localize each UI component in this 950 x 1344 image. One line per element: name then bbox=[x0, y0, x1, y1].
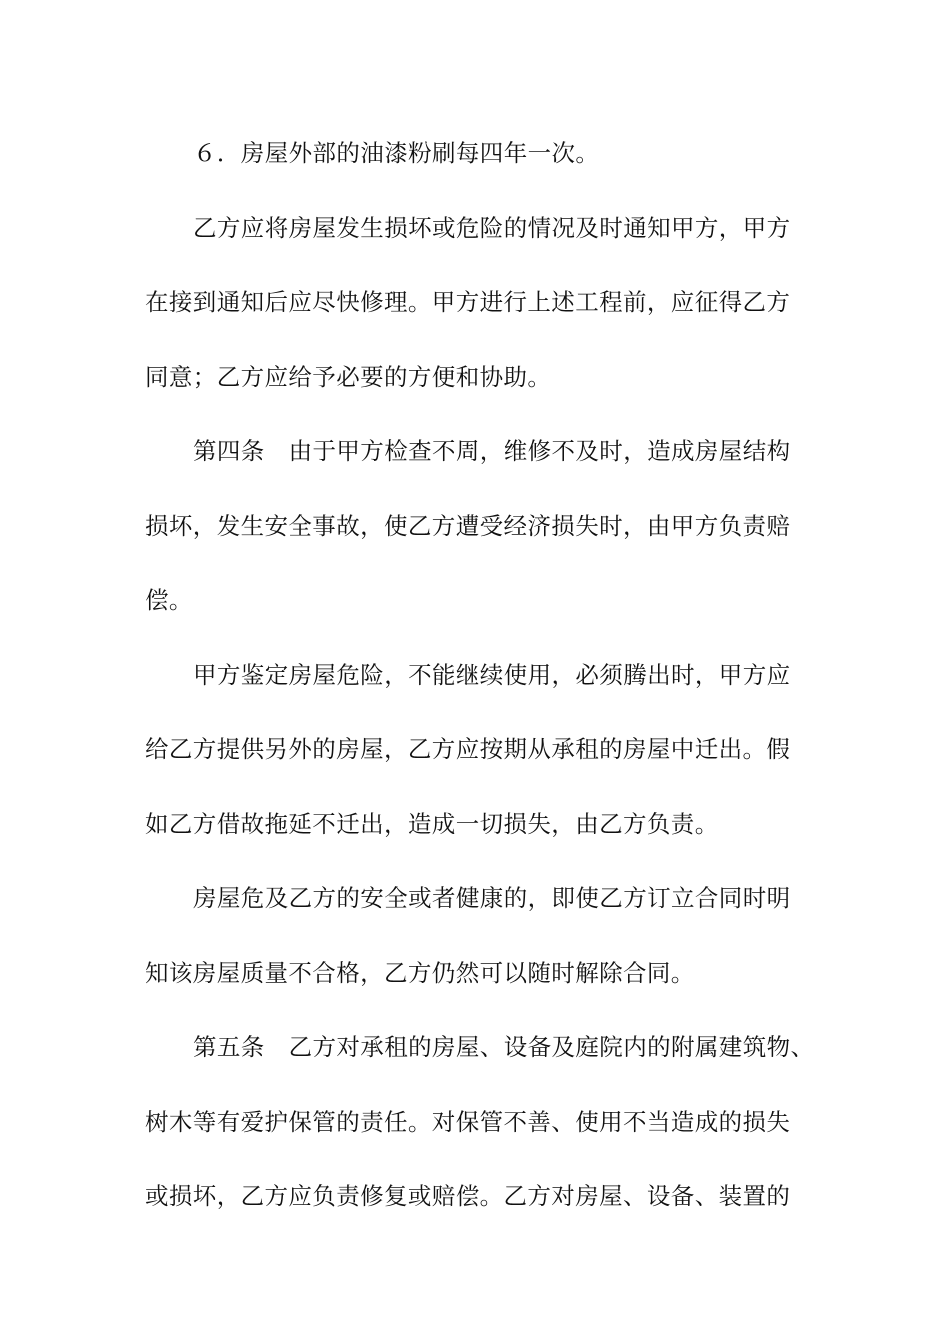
text-line-14: 树木等有爱护保管的责任。对保管不善、使用不当造成的损失 bbox=[145, 1107, 791, 1136]
text-line-11: 房屋危及乙方的安全或者健康的，即使乙方订立合同时明 bbox=[193, 884, 791, 912]
text-line-6: 损坏，发生安全事故，使乙方遭受经济损失时，由甲方负责赔 bbox=[145, 511, 791, 540]
text-line-15: 或损坏，乙方应负责修复或赔偿。乙方对房屋、设备、装置的 bbox=[145, 1182, 791, 1210]
text-line-12: 知该房屋质量不合格，乙方仍然可以随时解除合同。 bbox=[145, 958, 695, 987]
text-line-9: 给乙方提供另外的房屋，乙方应按期从承租的房屋中迁出。假 bbox=[145, 735, 791, 763]
text-line-1: ６．房屋外部的油漆粉刷每四年一次。 bbox=[193, 139, 600, 167]
text-line-10: 如乙方借故拖延不迁出，造成一切损失，由乙方负责。 bbox=[145, 809, 719, 838]
text-line-4: 同意；乙方应给予必要的方便和协助。 bbox=[145, 362, 552, 391]
text-line-7: 偿。 bbox=[145, 586, 193, 614]
document-body bbox=[145, 121, 835, 1239]
text-line-8: 甲方鉴定房屋危险，不能继续使用，必须腾出时，甲方应 bbox=[193, 660, 791, 689]
text-line-5: 第四条 由于甲方检查不周，维修不及时，造成房屋结构 bbox=[193, 437, 791, 465]
text-line-13: 第五条 乙方对承租的房屋、设备及庭院内的附属建筑物、 bbox=[193, 1033, 815, 1061]
text-line-3: 在接到通知后应尽快修理。甲方进行上述工程前，应征得乙方 bbox=[145, 288, 791, 316]
text-line-2: 乙方应将房屋发生损坏或危险的情况及时通知甲方，甲方 bbox=[193, 213, 791, 242]
